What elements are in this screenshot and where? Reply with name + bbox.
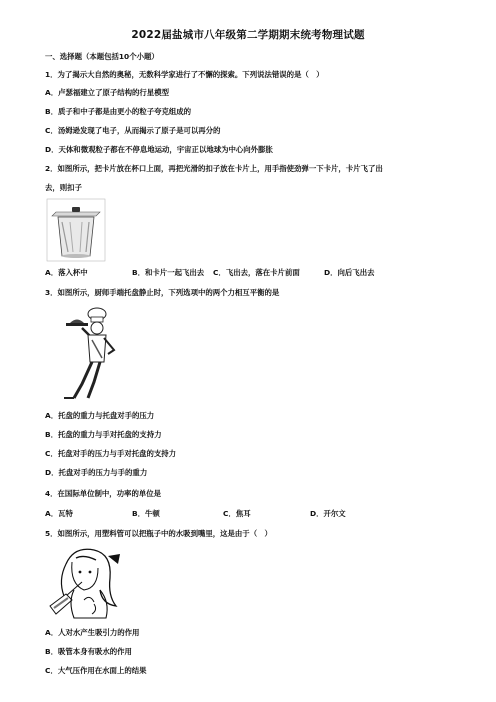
- q3-option-d: D．托盘对手的压力与手的重力: [45, 468, 148, 477]
- q1-option-a: A．卢瑟福建立了原子结构的行星模型: [45, 88, 169, 97]
- q4-stem: 4．在国际单位制中，功率的单位是: [45, 489, 162, 498]
- cup-card-button-figure: [46, 198, 106, 262]
- q5-option-c: C．大气压作用在水面上的结果: [45, 666, 147, 675]
- section-heading: 一、选择题（本题包括10个小题）: [45, 52, 159, 61]
- q4-option-a: A．瓦特: [45, 509, 73, 518]
- q3-option-a: A．托盘的重力与托盘对手的压力: [45, 411, 155, 420]
- q4-option-b: B．牛顿: [132, 509, 160, 518]
- girl-drinking-straw-figure: [44, 544, 128, 620]
- q1-option-b: B．质子和中子都是由更小的粒子夸克组成的: [45, 107, 192, 116]
- q5-option-b: B．吸管本身有吸水的作用: [45, 647, 132, 656]
- q5-option-a: A．人对水产生吸引力的作用: [45, 628, 140, 637]
- q4-options: [45, 509, 465, 519]
- q3-stem: 3．如图所示，厨师手端托盘静止时，下列选项中的两个力相互平衡的是: [45, 288, 280, 297]
- q5-stem: 5．如图所示，用塑料管可以把瓶子中的水吸到嘴里，这是由于（ ）: [45, 529, 272, 538]
- q2-options: [45, 268, 465, 278]
- q1-stem: 1．为了揭示大自然的奥秘，无数科学家进行了不懈的探索。下列说法错误的是（ ）: [45, 70, 324, 79]
- q2-option-c: C．飞出去，落在卡片前面: [213, 268, 300, 277]
- q1-option-c: C．汤姆逊发现了电子，从而揭示了原子是可以再分的: [45, 126, 221, 135]
- q4-option-c: C．焦耳: [223, 509, 251, 518]
- q1-option-d: D．天体和微观粒子都在不停息地运动，宇宙正以地球为中心向外膨胀: [45, 145, 273, 154]
- q2-option-a: A．落入杯中: [45, 268, 88, 277]
- q2-stem-line2: 去，则扣子: [45, 183, 82, 192]
- chef-with-tray-figure: [52, 304, 124, 400]
- q2-stem-line1: 2．如图所示，把卡片放在杯口上面，再把光滑的扣子放在卡片上，用手指使劲弹一下卡片，卡片飞了出: [45, 164, 383, 173]
- exam-title: 2022届盐城市八年级第二学期期末统考物理试题: [131, 29, 365, 41]
- q4-option-d: D．开尔文: [310, 509, 346, 518]
- q2-option-d: D．向后飞出去: [324, 268, 375, 277]
- q2-option-b: B．和卡片一起飞出去: [132, 268, 205, 277]
- q3-option-c: C．托盘对手的压力与手对托盘的支持力: [45, 449, 177, 458]
- q3-option-b: B．托盘的重力与手对托盘的支持力: [45, 430, 162, 439]
